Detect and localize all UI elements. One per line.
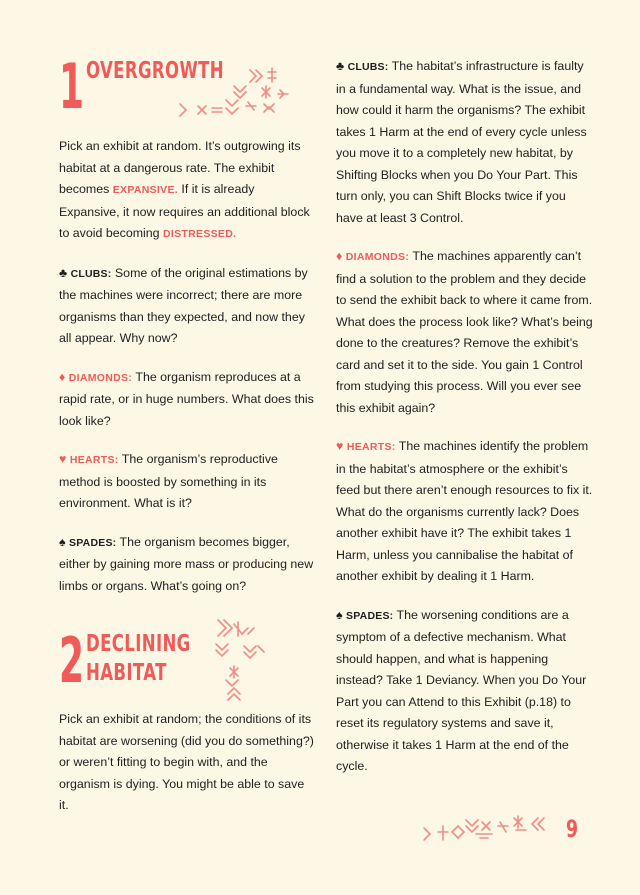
section-2-intro: Pick an exhibit at random; the conditions of its habitat are worsening (did you do something?) or weren’t fitting to begin with, and the organism is dying. You might be able to save it. [59,712,314,812]
right-column [336,56,594,778]
section-2-spades: ♠ SPADES: The worsening conditions are a symptom of a defective mechanism. What should happen, and what is happening instead? Take 1 Deviancy. When you Do Your Part you can Attend to this Exhibit (p.18) to reset its regulatory systems and save it, otherwise it takes 1 Harm at the end of the cycle. [336,607,587,773]
section-1-hearts: ♥ HEARTS: The organism’s reproductive method is boosted by something in its environment. What is it? [59,452,278,510]
section-2-hearts: ♥ HEARTS: The machines identify the problem in the habitat’s atmosphere or the exhibit’s feed but there aren’t enough resources to fix it. What do the organisms currently lack? Does another exhibit have it? The exhibit takes 1 Harm, unless you cannibalise the habitat of another exhibit by dealing it 1 Harm. [336,439,593,583]
spade-icon: ♠ [59,534,66,549]
decorative-glyphs-icon [208,616,272,706]
clubs-icon: ♣ [59,265,68,280]
section-2-diamonds: ♦ DIAMONDS: The machines apparently can’t find a solution to the problem and they decide to send the exhibit back to where it came from. What does the process look like? What’s being done to the creatures? Remove the exhibit’s card and set it to the side. You gain 1 Control from studying this process. Will you ever see this exhibit again? [336,249,593,415]
section-1-number: 1 [59,50,85,123]
diamond-icon: ♦ [59,369,66,384]
section-2-header [59,624,317,703]
page-number: 9 [566,815,579,843]
clubs-icon: ♣ [336,59,345,73]
heart-icon: ♥ [59,452,67,466]
section-1-spades: ♠ SPADES: The organism becomes bigger, either by gaining more mass or producing new limbs or organs. What’s going on? [59,534,314,593]
diamond-icon: ♦ [336,249,343,263]
left-column [59,0,317,817]
section-2-title-line-1: DECLINING [86,631,191,657]
section-2-title-line-2: HABITAT [86,660,167,686]
section-1-diamonds: ♦ DIAMONDS: The organism reproduces at a rapid rate, or in huge numbers. What does this look like? [59,369,314,428]
distressed-keyword: DISTRESSED. [163,228,237,240]
section-1-intro: Pick an exhibit at random. It’s outgrowing its habitat at a dangerous rate. The exhibit becomes EXPANSIVE. If it is already Expansive, it now requires an additional block to avoid becoming DISTRESSED. [59,139,310,240]
decorative-glyphs-icon [176,64,296,122]
heart-icon: ♥ [336,439,344,453]
section-2-number: 2 [59,624,85,697]
expansive-keyword: EXPANSIVE. [112,184,178,196]
decorative-glyphs-icon [420,812,554,850]
section-1-clubs: ♣ CLUBS: Some of the original estimations by the machines were incorrect; there are more organisms than they expected, and now they all appear. Why now? [59,265,308,345]
spade-icon: ♠ [336,607,343,622]
section-2-clubs: ♣ CLUBS: The habitat’s infrastructure is faulty in a fundamental way. What is the issue, and how could it harm the organisms? The exhibit takes 1 Harm at the end of every cycle unless you move it to a completely new habitat, by Shifting Blocks when you Do Your Part. This turn only, you can Shift Blocks twice if you have at least 3 Control. [336,59,587,225]
section-1-title: OVERGROWTH [86,58,224,84]
